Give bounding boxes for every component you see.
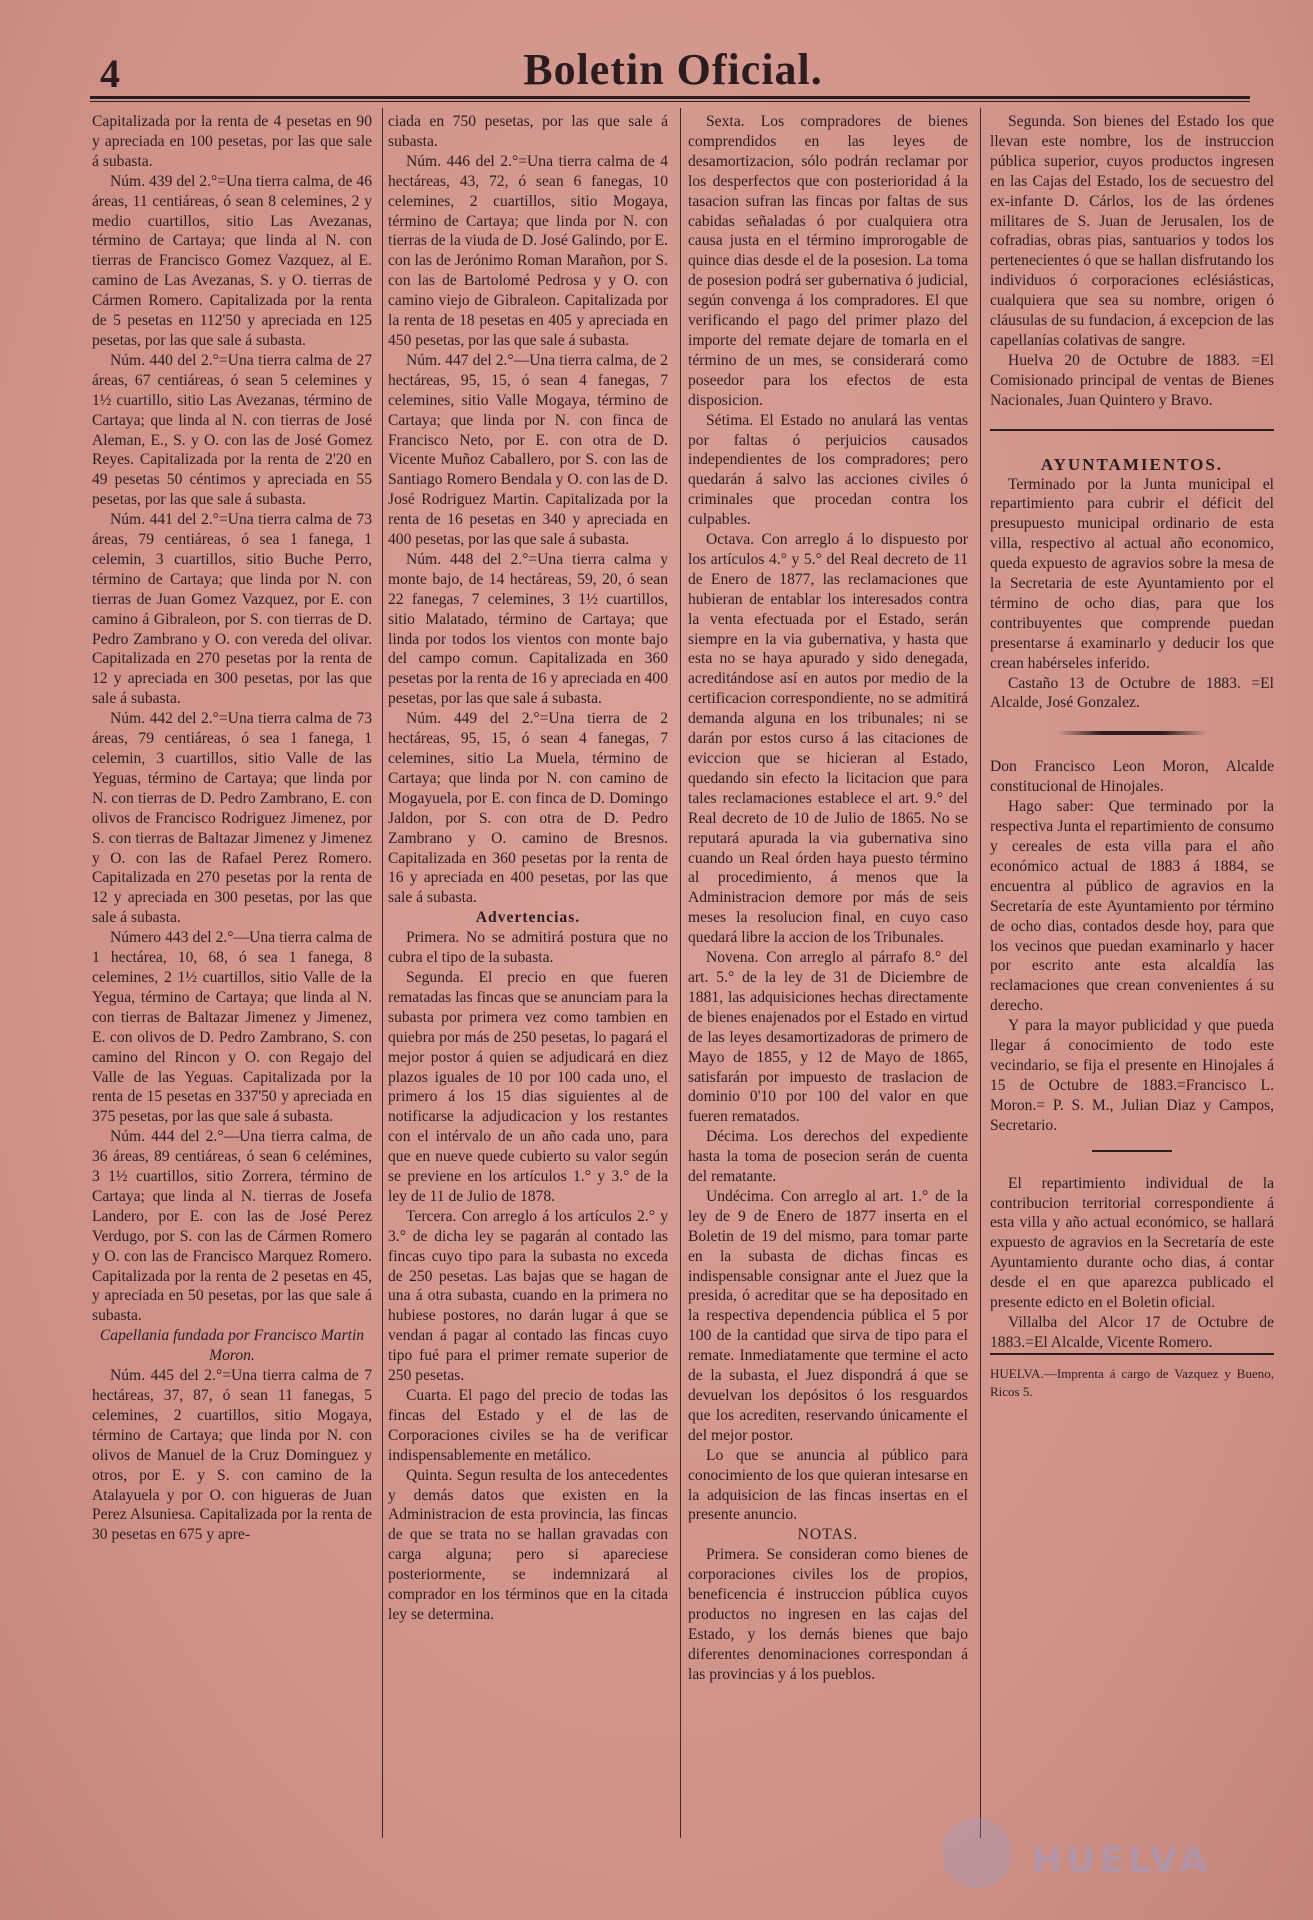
paragraph: Hago saber: Que terminado por la respectiva Junta el repartimiento de consumo y cereales de esta villa para el año económico actual de 1883 á 1884, se encuentra al público de agravios en la Secretaría de este Ayuntamiento por término de ocho dias, contados desde hoy, para que los vecinos que puedan examinarlo y hacer por escrito ante esta alcaldía las reclamaciones que crean convenientes á su derecho. (990, 798, 1274, 1015)
paragraph: Núm. 445 del 2.°=Una tierra calma de 7 hectáreas, 37, 87, ó sean 11 fanegas, 5 celemines, 2 cuartillos, sitio Mogaya, término de Cartaya; que linda por N. con olivos de Manuel de la Cruz Dominguez y otros, por E. y S. con camino de la Atalayuela y por O. con higueras de Juan Perez Alsuniesa. Capitalizada por la renta de 30 pesetas en 675 y apre- (92, 1367, 372, 1544)
paragraph: Núm. 447 del 2.°—Una tierra calma, de 2 hectáreas, 95, 15, ó sean 4 fanegas, 7 celemines, sitio Valle Mogaya, término de Cartaya; que linda por N. con finca de Francisco Neto, por E. con otra de D. Vicente Muñoz Caballero, por S. con las de Santiago Romero Bendala y O. con las de D. José Rodriguez Martin. Capitalizada por la renta de 16 pesetas en 340 y apreciada en 400 pesetas, por las que sale á subasta. (388, 351, 668, 549)
column-2 (388, 112, 668, 1832)
section-heading: AYUNTAMIENTOS. (1040, 454, 1224, 474)
printer-imprint: HUELVA.—Imprenta á cargo de Vazquez y Bueno, Ricos 5. (990, 1353, 1274, 1401)
column-divider (980, 108, 981, 1838)
watermark-seal-icon (942, 1818, 1012, 1888)
paragraph: Primera. No se admitirá postura que no cubra el tipo de la subasta. (388, 929, 668, 967)
header-rule-thin (90, 101, 1250, 102)
paragraph: El repartimiento individual de la contribucion territorial correspondiente á esta villa y año actual económico, se hallará expuesto de agravios en la Secretaría de este Ayuntamiento durante ocho dias, á contar desde el en que aparezca publicado el presente edicto en el Boletin oficial. (990, 1174, 1274, 1312)
paragraph: Núm. 440 del 2.°=Una tierra calma de 27 áreas, 67 centiáreas, ó sean 5 celemines y 1½ cuartillo, sitio Las Avezanas, término de Cartaya; que linda al N. con tierras de José Aleman, E., S. y O. con las de José Gomez Reyes. Capitalizada por la renta de 2'20 en 49 pesetas 50 céntimos y apreciada en 55 pesetas, por las que sale á subasta. (92, 351, 372, 509)
column-1 (92, 112, 372, 1832)
paragraph: Núm. 446 del 2.°=Una tierra calma de 4 hectáreas, 43, 72, ó sean 6 fanegas, 10 celemines, 2 cuartillos, sitio Mogaya, término de Cartaya; que linda por N. con tierras de la viuda de D. José Galindo, por E. con las de Jerónimo Roman Marañon, por S. con las de Bartolomé Pedrosa y y O. con camino viejo de Gibraleon. Capitalizada por la renta de 18 pesetas en 405 y apreciada en 450 pesetas, por las que sale á subasta. (388, 152, 668, 349)
paragraph: Núm. 449 del 2.°=Una tierra de 2 hectáreas, 95, 15, ó sean 4 fanegas, 7 celemines, sitio La Muela, término de Cartaya; que linda por N. con camino de Mogayuela, por E. con finca de D. Domingo Jaldon, por S. con otra de D. Pedro Zambrano y O. camino de Bresnos. Capitalizada en 360 pesetas por la renta de 16 y apreciada en 400 pesetas, por las que sale á subasta. (388, 710, 668, 907)
paragraph: Castaño 13 de Octubre de 1883. =El Alcalde, José Gonzalez. (990, 674, 1274, 712)
paragraph: Sexta. Los compradores de bienes comprendidos en las leyes de desamortizacion, sólo podrán reclamar por los desperfectos que con posterioridad á la tasacion sufran las fincas por faltas de sus cabidas señaladas ó por cualquiera otra causa justa en el término improrogable de quince dias desde el de la posesion. La toma de posesion podrá ser gubernativa ó judicial, según convenga á los compradores. El que verificando el pago del primer plazo del importe del remate dejare de tomarla en el término de un mes, se considerará como poseedor para los efectos de esta disposicion. (688, 113, 968, 409)
paragraph: Villalba del Alcor 17 de Octubre de 1883.=El Alcalde, Vicente Romero. (990, 1313, 1274, 1351)
section-heading: Capellania fundada por Francisco Martin Moron. (99, 1327, 365, 1365)
paragraph: Don Francisco Leon Moron, Alcalde constitucional de Hinojales. (990, 758, 1274, 796)
section-rule (990, 429, 1274, 431)
paragraph: ciada en 750 pesetas, por las que sale á subasta. (388, 113, 668, 150)
section-heading: NOTAS. (797, 1526, 859, 1544)
column-3 (688, 112, 968, 1832)
paragraph: Octava. Con arreglo á lo dispuesto por los artículos 4.° y 5.° del Real decreto de 11 de Enero de 1877, las reclamaciones que hubieran de entablar los interesados contra la venta efectuada por el Estado, serán siempre en la via gubernativa, y hasta que esta no se haya apurado y sido denegada, acreditándose así en autos por medio de la certificacion correspondiente, no se admitirá demanda alguna en los tribunales; ni se darán por estos curso á las citaciones de eviccion que se hicieran al Estado, quedando sin efecto la licitacion que para tales reclamaciones establece el art. 9.° del Real decreto de 10 de Julio de 1865. No se reputará apurada la via gubernativa sino cuando un Real órden haya puesto término al procedimiento, á menos que la Administracion demore por más de seis meses la resolucion final, en cuyo caso quedará libre la accion de los Tribunales. (688, 531, 968, 947)
paragraph: Segunda. El precio en que fueren rematadas las fincas que se anunciam para la subasta por primera vez como tambien en quiebra por más de 250 pesetas, lo pagará el mejor postor á quien se adjudicará en diez plazos iguales de 10 por 100 cada uno, el primero á los 15 dias siguientes al de notificarse la adjudicacion y los restantes con el intérvalo de un año cada uno, para que en nueve quede cubierto su valor según se previene en los artículos 1.° y 3.° de la ley de 11 de Julio de 1878. (388, 968, 668, 1205)
paragraph: Segunda. Son bienes del Estado los que llevan este nombre, los de instruccion pública superior, cuyos productos ingresen en las Cajas del Estado, los de secuestro del ex-infante D. Cárlos, los de las órdenes militares de S. Juan de Jerusalen, los de cofradias, obras pias, santuarios y todos los pertenecientes ó que se hallan disfrutando los individuos ó corporaciones eclésiásticas, cualquiera que sea su nombre, origen ó cláusulas de su fundacion, á excepcion de las capellanías colativas de sangre. (990, 113, 1274, 349)
column-4 (990, 112, 1274, 1832)
page-header (88, 44, 1258, 104)
paragraph: Tercera. Con arreglo á los artículos 2.° y 3.° de dicha ley se pagarán al contado las fincas cuyo tipo para la subasta no exceda de 250 pesetas. Las bajas que se hagan de una á otra subasta, cuando en la primera no hubiese postores, no darán lugar á que se vendan á pagar al contado las fincas cuyo tipo fué para el primer remate superior de 250 pesetas. (388, 1207, 668, 1385)
paragraph: Número 443 del 2.°—Una tierra calma de 1 hectárea, 10, 68, ó sea 1 fanega, 8 celemines, 2 1½ cuartillos, sitio Valle de la Yegua, término de Cartaya; que linda al N. con tierras de Baltazar Jimenez y Jimenez, E. con olivos de D. Pedro Zambrano, S. con camino del Rincon y O. con Regajo del Valle de las Yeguas. Capitalizada por la renta de 15 pesetas en 337'50 y apreciada en 375 pesetas, por las que sale á subasta. (92, 929, 372, 1126)
paragraph: Núm. 439 del 2.°=Una tierra calma, de 46 áreas, 11 centiáreas, ó sean 8 celemines, 2 y medio cuartillos, sitio Las Avezanas, término de Cartaya; que linda al N. con tierras de Francisco Gomez Vazquez, al E. camino de Las Avezanas, S. y O. tierras de Cármen Romero. Capitalizada por la renta de 5 pesetas en 112'50 y apreciada en 125 pesetas, por las que sale á subasta. (92, 172, 372, 349)
paragraph: Huelva 20 de Octubre de 1883. =El Comisionado principal de ventas de Bienes Nacionales, Juan Quintero y Bravo. (990, 351, 1274, 409)
paragraph: Lo que se anuncia al público para conocimiento de los que quieran intesarse en la adquisicion de las fincas insertas en el presente anuncio. (688, 1446, 968, 1524)
paragraph: Primera. Se consideran como bienes de corporaciones civiles los de propios, beneficencia é instruccion pública cuyos productos no ingresen en las cajas del Estado, y los demás bienes que bajo diferentes denominaciones correspondan á las provincias y á los pueblos. (688, 1546, 968, 1683)
paragraph: Décima. Los derechos del expediente hasta la toma de posecion serán de cuenta del rematante. (688, 1128, 968, 1186)
paragraph: Núm. 442 del 2.°=Una tierra calma de 73 áreas, 79 centiáreas, ó sea 1 fanega, 1 celemin, 3 cuartillos, sitio Valle de las Yeguas, término de Cartaya; que linda por N. con tierras de D. Pedro Zambrano, E. con olivos de Francisco Rodriguez Jimenez, por S. con tierras de Baltazar Jimenez y Jimenez y O. con las de Rafael Perez Romero. Capitalizada en 270 pesetas por la renta de 12 y apreciada en 300 pesetas, por las que sale á subasta. (92, 710, 372, 927)
paragraph: Núm. 444 del 2.°—Una tierra calma, de 36 áreas, 89 centiáreas, ó sean 6 celémines, 3 1½ cuartillos, sitio Zorrera, término de Cartaya; que linda al N. tierras de Josefa Landero, por E. con las de José Perez Verdugo, por S. con las de Cármen Romero y O. con las de Francisco Marquez Romero. Capitalizada por la renta de 2 pesetas en 45, y apreciada en 50 pesetas, por las que sale á subasta. (92, 1128, 372, 1325)
paragraph: Sétima. El Estado no anulará las ventas por faltas ó perjuicios causados independientes de los compradores; pero quedarán á salvo las acciones civiles ó criminales que procedan contra los culpables. (688, 411, 968, 529)
paragraph: Y para la mayor publicidad y que pueda llegar á conocimiento de todo este vecindario, se fija el presente en Hinojales á 15 de Octubre de 1883.=Francisco L. Moron.= P. S. M., Julian Diaz y Campos, Secretario. (990, 1017, 1274, 1134)
ornament-rule (1057, 731, 1207, 735)
column-divider (680, 108, 681, 1838)
column-divider (382, 108, 383, 1838)
header-rule (90, 96, 1250, 99)
paragraph: Quinta. Segun resulta de los antecedentes y demás datos que existen en la Administracion de esta provincia, las fincas de que se trata no se hallan gravadas con carga alguna; pero si apareciese posteriormente, se indemnizará al comprador en los términos que en la citada ley se determina. (388, 1466, 668, 1623)
paragraph: Novena. Con arreglo al párrafo 8.° del art. 5.° de la ley de 31 de Diciembre de 1881, las adquisiciones hechas directamente de bienes enajenados por el Estado en virtud de las leyes desamortizadoras de primero de Mayo de 1855, y 12 de Mayo de 1865, satisfarán por impuesto de traslacion de dominio 0'10 por 100 del valor en que fueren rematados. (688, 949, 968, 1126)
section-heading: Advertencias. (475, 909, 581, 927)
masthead-title: Boletin Oficial. (523, 45, 823, 94)
watermark: HUELVA (1032, 1840, 1212, 1881)
paragraph: Capitalizada por la renta de 4 pesetas en 90 y apreciada en 100 pesetas, por las que sale á subasta. (92, 113, 372, 170)
paragraph: Núm. 441 del 2.°=Una tierra calma de 73 áreas, 79 centiáreas, ó sea 1 fanega, 1 celemin, 3 cuartillos, sitio Buche Perro, término de Cartaya; que linda por N. con tierras de Juan Gomez Vazquez, por E. con camino á Gibraleon, por S. con tierras de D. Pedro Zambrano y O. con vereda del olivar. Capitalizada en 270 pesetas por la renta de 12 y apreciada en 300 pesetas, por las que sale á subasta. (92, 511, 372, 708)
paragraph: Cuarta. El pago del precio de todas las fincas del Estado y el de las de Corporaciones civiles se ha de verificar indispensablemente en metálico. (388, 1387, 668, 1464)
page-number: 4 (100, 51, 120, 96)
paragraph: Terminado por la Junta municipal el repartimiento para cubrir el déficit del presupuesto municipal ordinario de esta villa, respectivo al actual año economico, queda expuesto de agravios sobre la mesa de la Secretaria de este Ayuntamiento por el término de ocho dias, para que los contribuyentes que comprende puedan presentarse á examinarlo y deducir los que crean habérseles inferido. (990, 475, 1274, 672)
paragraph: Núm. 448 del 2.°=Una tierra calma y monte bajo, de 14 hectáreas, 59, 20, ó sean 22 fanegas, 7 celemines, 3 1½ cuartillos, sitio Malatado, término de Cartaya; que linda por todos los vientos con monte bajo del campo comun. Capitalizada en 360 pesetas por la renta de 16 y apreciada en 400 pesetas, por las que sale á subasta. (388, 550, 668, 708)
paragraph: Undécima. Con arreglo al art. 1.° de la ley de 9 de Enero de 1877 inserta en el Boletin de 19 del mismo, para tomar parte en la subasta de dichas fincas es indispensable consignar ante el Juez que la presida, ó acreditar que se ha depositado en la respectiva dependencia pública el 5 por 100 de la cantidad que sirva de tipo para el remate. Inmediatamente que termine el acto de la subasta, el Juez dispondrá á que se devuelvan los depósitos ó los resguardos que los acrediten, reservando únicamente el del mejor postor. (688, 1187, 968, 1444)
ornament-rule (1092, 1150, 1172, 1152)
